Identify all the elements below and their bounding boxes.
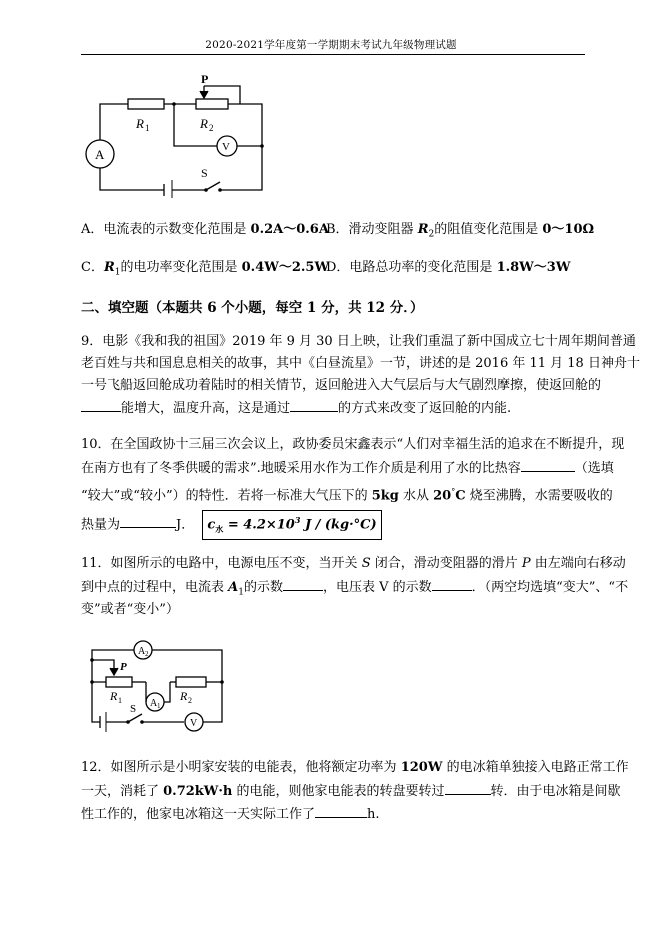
label-r2-sub: 2	[209, 123, 214, 133]
answer-blank[interactable]	[283, 578, 323, 591]
page-header: 2020-2021学年度第一学期期末考试九年级物理试题	[205, 39, 457, 51]
q12-line-1: 12．如图所示是小明家安装的电能表，他将额定功率为 120W 的电冰箱单独接入电路正常工作	[81, 760, 629, 775]
voltmeter-symbol: V	[190, 718, 198, 729]
answer-blank[interactable]	[432, 578, 472, 591]
circuit-diagram-1	[80, 74, 270, 198]
label-r1: R	[110, 689, 118, 703]
label-s: S	[201, 166, 208, 180]
answer-blank[interactable]	[315, 805, 367, 818]
ammeter-symbol: A	[95, 147, 105, 162]
q12-line-3: 性工作的，他家电冰箱这一天实际工作了 h.	[81, 807, 380, 822]
answer-blank[interactable]	[445, 782, 491, 795]
section-title: 二、填空题（本题共 6 个小题，每空 1 分，共 12 分．）	[81, 300, 424, 316]
q12-line-2: 一天，消耗了 0.72kW·h 的电能，则他家电能表的转盘要转过 转．由于电冰箱是间歇	[81, 784, 621, 799]
q10-line-2: 在南方也有了冬季供暖的需求”.地暖采用水作为工作介质是利用了水的比热容 （选填	[81, 461, 614, 476]
label-r2-sub: 2	[188, 696, 192, 705]
q10-line-1: 10．在全国政协十三届三次会议上，政协委员宋鑫表示“人们对幸福生活的追求在不断提升，现	[81, 437, 625, 452]
q11-line-3: 变”或者“变小”）	[81, 602, 179, 617]
q8-option-c: C．$R_1$的电功率变化范围是 0.4W～2.5W	[81, 260, 330, 278]
label-s: S	[130, 703, 137, 715]
q8-option-a: A．电流表的示数变化范围是 0.2A～0.6A	[81, 222, 329, 237]
q11-line-2: 到中点的过程中，电流表 $A_1$的示数 ，电压表 V 的示数 ．（两空均选填“变大”、“不	[81, 580, 629, 598]
label-r1-sub: 1	[118, 696, 122, 705]
q9-line-4: 能增大，温度升高，这是通过 的方式来改变了返回舱的内能.	[81, 399, 511, 417]
ammeter-a1-sub: 1	[157, 702, 161, 710]
q8-option-d: D．电路总功率的变化范围是 1.8W～3W	[326, 260, 571, 275]
header-rule	[81, 54, 585, 55]
ammeter-a2-symbol: A	[138, 646, 146, 657]
answer-blank[interactable]	[521, 459, 575, 472]
q9-line-1: 9．电影《我和我的祖国》2019 年 9 月 30 日上映，让我们重温了新中国成立七十周年期间普通	[81, 334, 636, 349]
label-r1-sub: 1	[145, 123, 150, 133]
q9-line-3: 一号飞船返回舱成功着陆时的相关情节，返回舱进入大气层后与大气剧烈摩擦，使返回舱的	[81, 378, 602, 393]
label-p: P	[120, 661, 127, 673]
specific-heat-formula: $c_水 = 4.2\times 10^3$ J / (kg·°C)	[202, 510, 381, 540]
ammeter-a1-symbol: A	[150, 698, 158, 709]
voltmeter-symbol: V	[222, 141, 230, 153]
q9-line-2: 老百姓与共和国息息相关的故事，其中《白昼流星》一节，讲述的是 2016 年 11 月 18 日神舟十	[81, 356, 640, 371]
q11-line-1: 11．如图所示的电路中，电源电压不变，当开关 S 闭合，滑动变阻器的滑片 P 由左端向右移动	[81, 556, 626, 571]
answer-blank[interactable]	[120, 515, 176, 528]
label-p: P	[201, 74, 209, 86]
answer-blank[interactable]	[290, 399, 338, 412]
answer-blank[interactable]	[81, 399, 121, 412]
label-r2: R	[180, 689, 188, 703]
q8-option-b: B．滑动变阻器 $R_2$的阻值变化范围是 0～10Ω	[326, 222, 595, 240]
ammeter-a2-sub: 2	[145, 650, 149, 658]
label-r1: R	[136, 116, 144, 131]
circuit-diagram-2	[84, 636, 234, 738]
q10-line-4: 热量为 J． $c_水 = 4.2\times 10^3$ J / (kg·°C)	[81, 510, 382, 540]
q10-line-3: “较大”或“较小”）的特性．若将一标准大气压下的 5kg 水从 20°C 烧至沸腾，水需要吸收的	[81, 487, 613, 504]
label-r2: R	[200, 116, 208, 131]
